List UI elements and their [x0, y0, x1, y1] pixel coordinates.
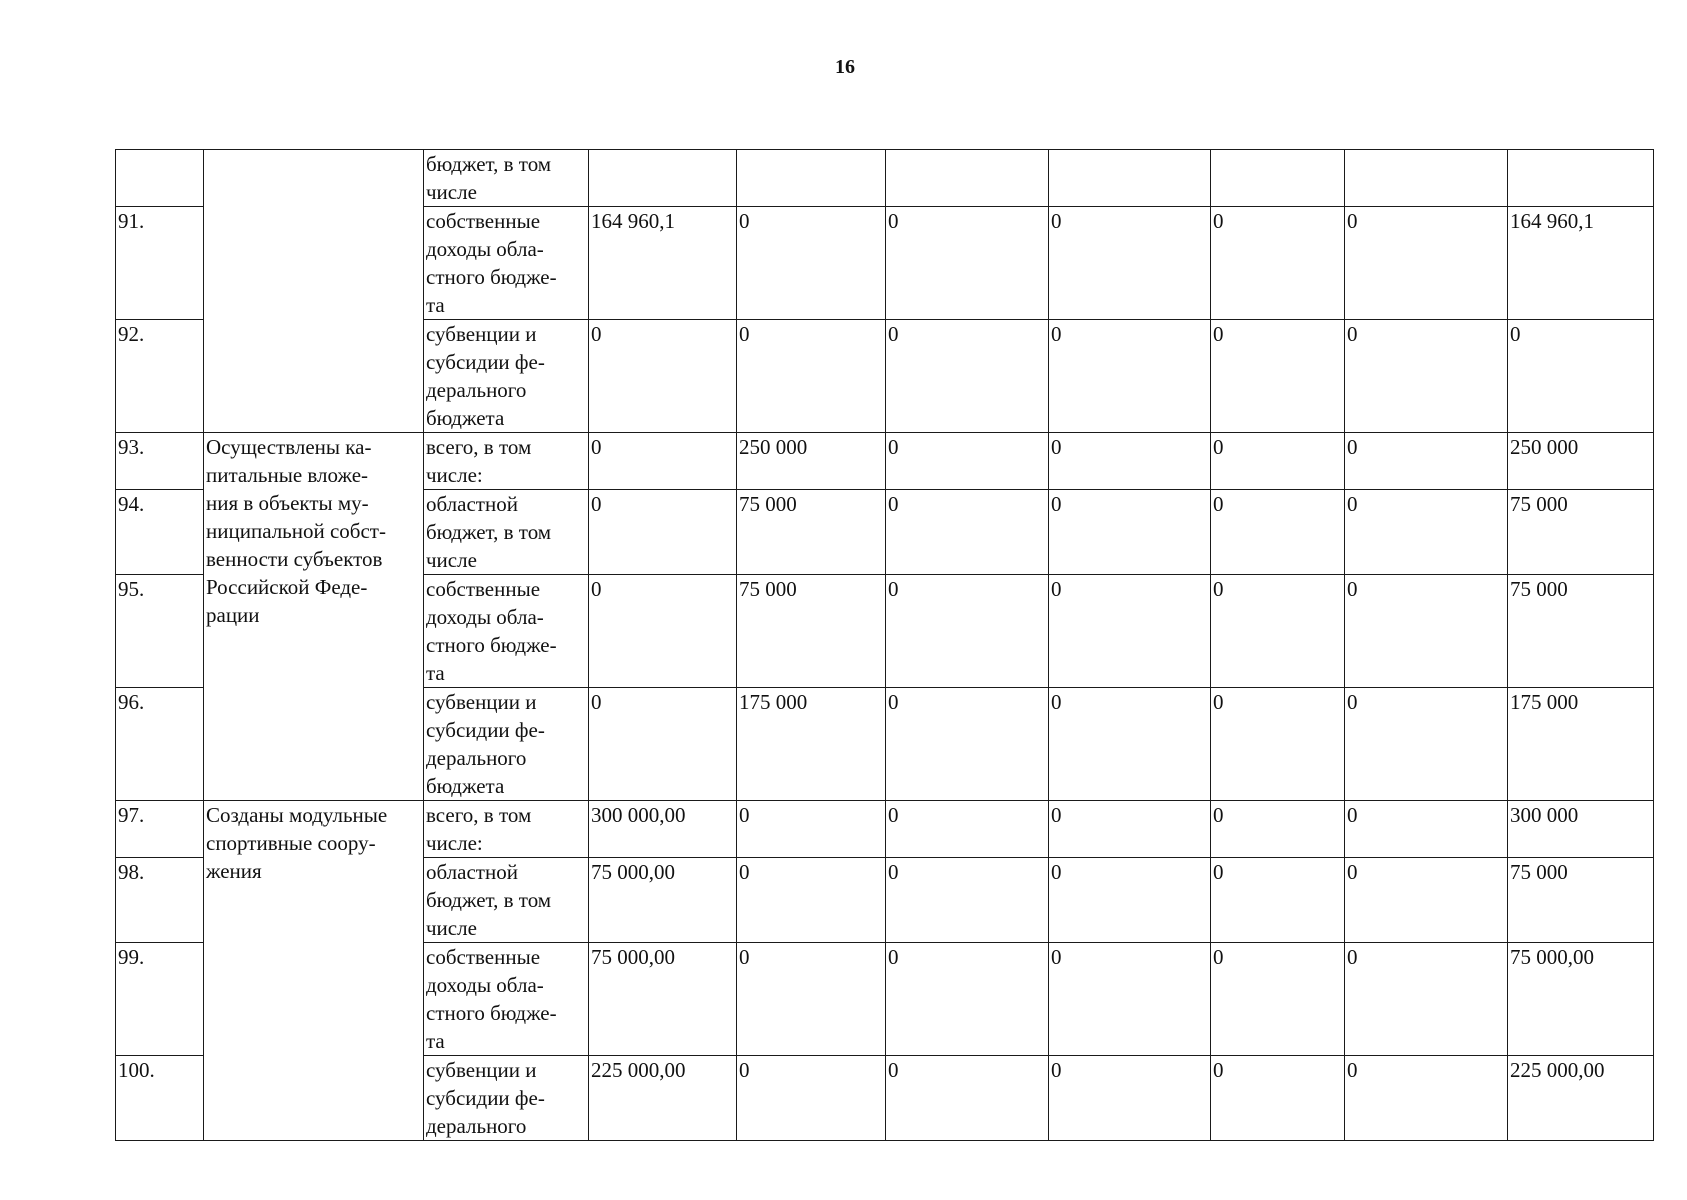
value-cell: 0: [886, 320, 1049, 433]
value-cell: 300 000,00: [589, 801, 737, 858]
value-cell: 0: [589, 575, 737, 688]
value-cell: 0: [1345, 207, 1508, 320]
source-line: та: [426, 661, 445, 685]
total-cell: 75 000: [1508, 858, 1654, 943]
value-cell: 0: [1345, 801, 1508, 858]
source-line: стного бюдже-: [426, 633, 557, 657]
source-line: бюджет, в том: [426, 520, 552, 544]
source-line: та: [426, 293, 445, 317]
value-cell: 0: [1345, 575, 1508, 688]
funding-source-cell: [424, 320, 589, 433]
source-line: числе: [426, 916, 477, 940]
value-cell: 0: [1049, 858, 1211, 943]
value-cell: 0: [589, 320, 737, 433]
value-cell: 250 000: [737, 433, 886, 490]
funding-source-cell: [424, 688, 589, 801]
source-line: собственные: [426, 209, 541, 233]
value-cell: 0: [1345, 858, 1508, 943]
source-line: доходы обла-: [426, 973, 544, 997]
row-number-cell: 100.: [116, 1056, 204, 1141]
description-line: Созданы модульные: [206, 803, 388, 827]
description-line: питальные вложе-: [206, 463, 369, 487]
description-line: Осуществлены ка-: [206, 435, 372, 459]
total-cell: 75 000,00: [1508, 943, 1654, 1056]
budget-table: [115, 149, 1654, 1141]
value-cell: 0: [1211, 943, 1345, 1056]
value-cell: 0: [1211, 433, 1345, 490]
source-line: субсидии фе-: [426, 718, 545, 742]
value-cell: 0: [737, 801, 886, 858]
description-line: Российской Феде-: [206, 575, 368, 599]
value-cell: 0: [1345, 320, 1508, 433]
value-cell: [1345, 150, 1508, 207]
row-number-cell: 92.: [116, 320, 204, 433]
row-number-cell: 96.: [116, 688, 204, 801]
value-cell: 0: [1049, 207, 1211, 320]
row-number-cell: 93.: [116, 433, 204, 490]
value-cell: 0: [1211, 801, 1345, 858]
table-row: [116, 150, 1654, 207]
page-number: 16: [835, 56, 855, 78]
value-cell: 0: [1211, 320, 1345, 433]
source-line: дерального: [426, 378, 527, 402]
value-cell: [737, 150, 886, 207]
value-cell: [886, 150, 1049, 207]
value-cell: 0: [886, 490, 1049, 575]
source-line: дерального: [426, 1114, 527, 1138]
value-cell: 0: [589, 433, 737, 490]
source-line: числе: [426, 548, 477, 572]
description-line: жения: [206, 859, 262, 883]
total-cell: 225 000,00: [1508, 1056, 1654, 1141]
source-line: числе:: [426, 463, 483, 487]
value-cell: 0: [886, 858, 1049, 943]
source-line: субвенции и: [426, 322, 537, 346]
row-number-cell: 98.: [116, 858, 204, 943]
value-cell: [1211, 150, 1345, 207]
funding-source-cell: [424, 433, 589, 490]
row-number-cell: [116, 150, 204, 207]
value-cell: 0: [886, 575, 1049, 688]
description-line: венности субъектов: [206, 547, 383, 571]
value-cell: 75 000,00: [589, 858, 737, 943]
funding-source-cell: [424, 943, 589, 1056]
source-line: стного бюдже-: [426, 1001, 557, 1025]
value-cell: 175 000: [737, 688, 886, 801]
table-row: [116, 433, 1654, 490]
value-cell: [1508, 150, 1654, 207]
value-cell: [589, 150, 737, 207]
row-number-cell: 94.: [116, 490, 204, 575]
description-line: спортивные соору-: [206, 831, 376, 855]
value-cell: 0: [886, 433, 1049, 490]
funding-source-cell: [424, 575, 589, 688]
funding-source-cell: [424, 150, 589, 207]
value-cell: 0: [1049, 801, 1211, 858]
value-cell: 164 960,1: [589, 207, 737, 320]
total-cell: 164 960,1: [1508, 207, 1654, 320]
value-cell: 0: [1211, 688, 1345, 801]
value-cell: 0: [737, 943, 886, 1056]
row-number-cell: 97.: [116, 801, 204, 858]
description-cell: [204, 801, 424, 1141]
description-cell: [204, 433, 424, 801]
value-cell: 0: [1345, 943, 1508, 1056]
total-cell: 250 000: [1508, 433, 1654, 490]
value-cell: 0: [886, 207, 1049, 320]
funding-source-cell: [424, 858, 589, 943]
value-cell: [1049, 150, 1211, 207]
source-line: всего, в том: [426, 803, 532, 827]
value-cell: 0: [589, 688, 737, 801]
source-line: собственные: [426, 945, 541, 969]
funding-source-cell: [424, 1056, 589, 1141]
value-cell: 0: [1211, 575, 1345, 688]
source-line: стного бюдже-: [426, 265, 557, 289]
total-cell: 0: [1508, 320, 1654, 433]
source-line: бюджет, в том: [426, 888, 552, 912]
value-cell: 75 000: [737, 490, 886, 575]
value-cell: 0: [886, 688, 1049, 801]
funding-source-cell: [424, 490, 589, 575]
source-line: субсидии фе-: [426, 350, 545, 374]
value-cell: 0: [1049, 320, 1211, 433]
value-cell: 0: [886, 801, 1049, 858]
total-cell: 75 000: [1508, 575, 1654, 688]
value-cell: 0: [1049, 575, 1211, 688]
description-line: ния в объекты му-: [206, 491, 369, 515]
source-line: областной: [426, 492, 518, 516]
total-cell: 300 000: [1508, 801, 1654, 858]
value-cell: 0: [1211, 490, 1345, 575]
source-line: бюджет, в том: [426, 152, 552, 176]
value-cell: 0: [737, 1056, 886, 1141]
source-line: числе: [426, 180, 477, 204]
source-line: субсидии фе-: [426, 1086, 545, 1110]
description-cell: [204, 150, 424, 433]
row-number-cell: 99.: [116, 943, 204, 1056]
value-cell: 0: [737, 858, 886, 943]
value-cell: 0: [886, 943, 1049, 1056]
source-line: та: [426, 1029, 445, 1053]
value-cell: 0: [1345, 1056, 1508, 1141]
funding-source-cell: [424, 207, 589, 320]
source-line: всего, в том: [426, 435, 532, 459]
source-line: субвенции и: [426, 690, 537, 714]
value-cell: 0: [1345, 433, 1508, 490]
source-line: бюджета: [426, 774, 505, 798]
value-cell: 0: [1345, 688, 1508, 801]
value-cell: 0: [737, 320, 886, 433]
value-cell: 0: [737, 207, 886, 320]
value-cell: 0: [1049, 433, 1211, 490]
value-cell: 0: [1211, 858, 1345, 943]
description-line: рации: [206, 603, 260, 627]
row-number-cell: 95.: [116, 575, 204, 688]
source-line: доходы обла-: [426, 237, 544, 261]
total-cell: 75 000: [1508, 490, 1654, 575]
funding-source-cell: [424, 801, 589, 858]
source-line: числе:: [426, 831, 483, 855]
source-line: доходы обла-: [426, 605, 544, 629]
value-cell: 0: [1049, 943, 1211, 1056]
source-line: собственные: [426, 577, 541, 601]
description-line: ниципальной собст-: [206, 519, 386, 543]
value-cell: 0: [1049, 490, 1211, 575]
value-cell: 75 000,00: [589, 943, 737, 1056]
value-cell: 0: [589, 490, 737, 575]
source-line: дерального: [426, 746, 527, 770]
value-cell: 225 000,00: [589, 1056, 737, 1141]
source-line: субвенции и: [426, 1058, 537, 1082]
source-line: бюджета: [426, 406, 505, 430]
source-line: областной: [426, 860, 518, 884]
value-cell: 0: [1211, 207, 1345, 320]
total-cell: 175 000: [1508, 688, 1654, 801]
value-cell: 0: [1049, 1056, 1211, 1141]
value-cell: 0: [886, 1056, 1049, 1141]
value-cell: 0: [1211, 1056, 1345, 1141]
value-cell: 0: [1345, 490, 1508, 575]
table-row: [116, 801, 1654, 858]
row-number-cell: 91.: [116, 207, 204, 320]
value-cell: 0: [1049, 688, 1211, 801]
value-cell: 75 000: [737, 575, 886, 688]
